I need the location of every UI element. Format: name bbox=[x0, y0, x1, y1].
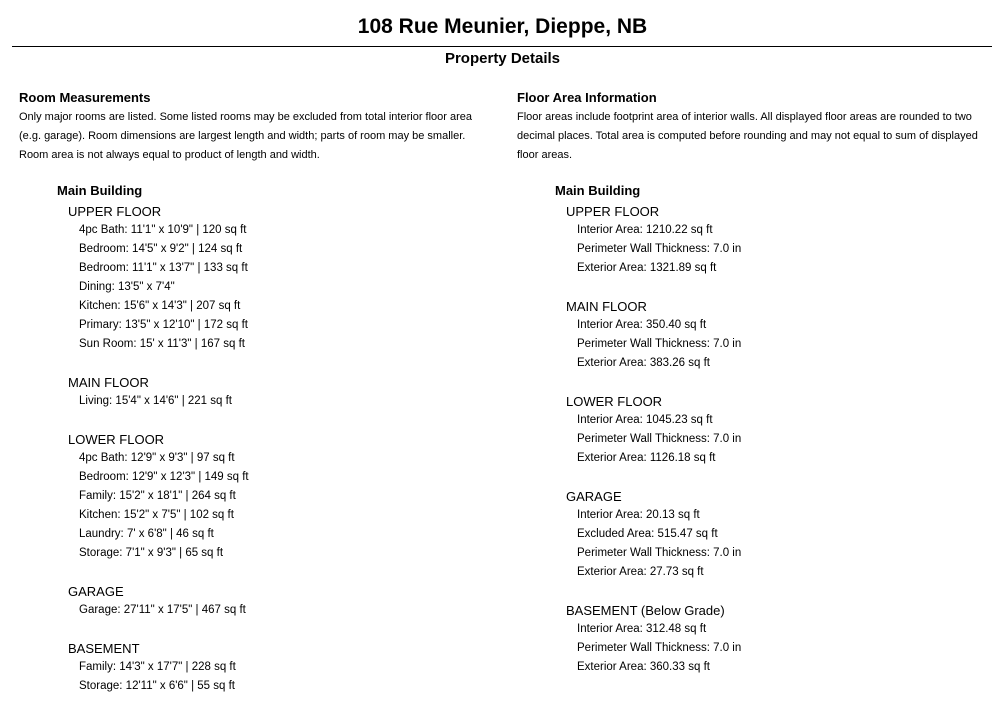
area-entry: Perimeter Wall Thickness: 7.0 in bbox=[577, 547, 742, 559]
area-floor-group bbox=[555, 392, 985, 468]
area-entry: Exterior Area: 1321.89 sq ft bbox=[577, 262, 717, 274]
area-entry: Interior Area: 312.48 sq ft bbox=[577, 623, 707, 635]
room-measurements-list bbox=[57, 183, 477, 715]
area-building-name: Main Building bbox=[555, 183, 641, 198]
room-entry: Storage: 7'1" x 9'3" | 65 sq ft bbox=[79, 547, 224, 559]
room-floor-name: LOWER FLOOR bbox=[68, 432, 165, 447]
room-floor-group bbox=[57, 582, 477, 620]
room-building-name: Main Building bbox=[57, 183, 143, 198]
room-floor-name: UPPER FLOOR bbox=[68, 204, 162, 219]
area-entry: Exterior Area: 27.73 sq ft bbox=[577, 566, 704, 578]
room-floor-group bbox=[57, 430, 477, 563]
area-entry: Excluded Area: 515.47 sq ft bbox=[577, 528, 718, 540]
area-floor-name: GARAGE bbox=[566, 489, 622, 504]
room-floor-group bbox=[57, 639, 477, 696]
floor-area-heading: Floor Area Information bbox=[517, 90, 657, 105]
room-floor-name: MAIN FLOOR bbox=[68, 375, 149, 390]
room-entry: Living: 15'4" x 14'6" | 221 sq ft bbox=[79, 395, 232, 407]
area-entry: Perimeter Wall Thickness: 7.0 in bbox=[577, 642, 742, 654]
area-floor-group bbox=[555, 601, 985, 677]
room-entry: Kitchen: 15'6" x 14'3" | 207 sq ft bbox=[79, 300, 241, 312]
room-entry: 4pc Bath: 11'1" x 10'9" | 120 sq ft bbox=[79, 224, 247, 236]
floor-area-header bbox=[517, 90, 997, 166]
room-entry: Family: 14'3" x 17'7" | 228 sq ft bbox=[79, 661, 236, 673]
room-entry: Laundry: 7' x 6'8" | 46 sq ft bbox=[79, 528, 214, 540]
area-floor-name: BASEMENT (Below Grade) bbox=[566, 603, 725, 618]
area-entry: Interior Area: 20.13 sq ft bbox=[577, 509, 700, 521]
area-floor-group bbox=[555, 487, 985, 582]
page-subtitle: Property Details bbox=[444, 50, 561, 67]
room-entry: Primary: 13'5" x 12'10" | 172 sq ft bbox=[79, 319, 248, 331]
room-entry: Bedroom: 12'9" x 12'3" | 149 sq ft bbox=[79, 471, 249, 483]
floor-area-note: Floor areas include footprint area of interior walls. All displayed floor areas are rounded to two decimal places. Total area is computed before rounding and may not equal to sum of displayed floor areas. bbox=[517, 111, 978, 162]
room-entry: Garage: 27'11" x 17'5" | 467 sq ft bbox=[79, 604, 246, 616]
area-floor-name: MAIN FLOOR bbox=[566, 299, 647, 314]
area-entry: Interior Area: 1210.22 sq ft bbox=[577, 224, 713, 236]
room-floor-name: BASEMENT bbox=[68, 641, 140, 656]
area-floor-name: LOWER FLOOR bbox=[566, 394, 663, 409]
room-entry: Bedroom: 11'1" x 13'7" | 133 sq ft bbox=[79, 262, 248, 274]
room-measurements-note: Only major rooms are listed. Some listed rooms may be excluded from total interior floor area (e.g. garage). Room dimensions are largest length and width; parts of room may be smaller. Room area is not always equal to product of length and width. bbox=[19, 111, 473, 162]
room-entry: Bedroom: 14'5" x 9'2" | 124 sq ft bbox=[79, 243, 243, 255]
room-measurements-heading: Room Measurements bbox=[19, 90, 151, 105]
room-entry: Kitchen: 15'2" x 7'5" | 102 sq ft bbox=[79, 509, 234, 521]
room-entry: Dining: 13'5" x 7'4" bbox=[79, 281, 175, 293]
area-floor-group bbox=[555, 202, 985, 278]
area-floor-group bbox=[555, 297, 985, 373]
room-floor-name: GARAGE bbox=[68, 584, 124, 599]
area-entry: Perimeter Wall Thickness: 7.0 in bbox=[577, 338, 742, 350]
page-title: 108 Rue Meunier, Dieppe, NB bbox=[357, 15, 648, 38]
area-floor-name: UPPER FLOOR bbox=[566, 204, 660, 219]
room-measurements-header bbox=[19, 90, 494, 166]
area-entry: Perimeter Wall Thickness: 7.0 in bbox=[577, 243, 742, 255]
room-entry: Sun Room: 15' x 11'3" | 167 sq ft bbox=[79, 338, 245, 350]
room-floor-group bbox=[57, 202, 477, 354]
area-entry: Exterior Area: 383.26 sq ft bbox=[577, 357, 710, 369]
room-entry: Family: 15'2" x 18'1" | 264 sq ft bbox=[79, 490, 236, 502]
area-entry: Exterior Area: 360.33 sq ft bbox=[577, 661, 710, 673]
room-entry: Storage: 12'11" x 6'6" | 55 sq ft bbox=[79, 680, 235, 692]
room-entry: 4pc Bath: 12'9" x 9'3" | 97 sq ft bbox=[79, 452, 235, 464]
area-entry: Interior Area: 1045.23 sq ft bbox=[577, 414, 713, 426]
floor-area-list bbox=[555, 183, 985, 696]
area-entry: Interior Area: 350.40 sq ft bbox=[577, 319, 707, 331]
area-entry: Exterior Area: 1126.18 sq ft bbox=[577, 452, 716, 464]
room-floor-group bbox=[57, 373, 477, 411]
title-divider bbox=[12, 46, 992, 47]
area-entry: Perimeter Wall Thickness: 7.0 in bbox=[577, 433, 742, 445]
